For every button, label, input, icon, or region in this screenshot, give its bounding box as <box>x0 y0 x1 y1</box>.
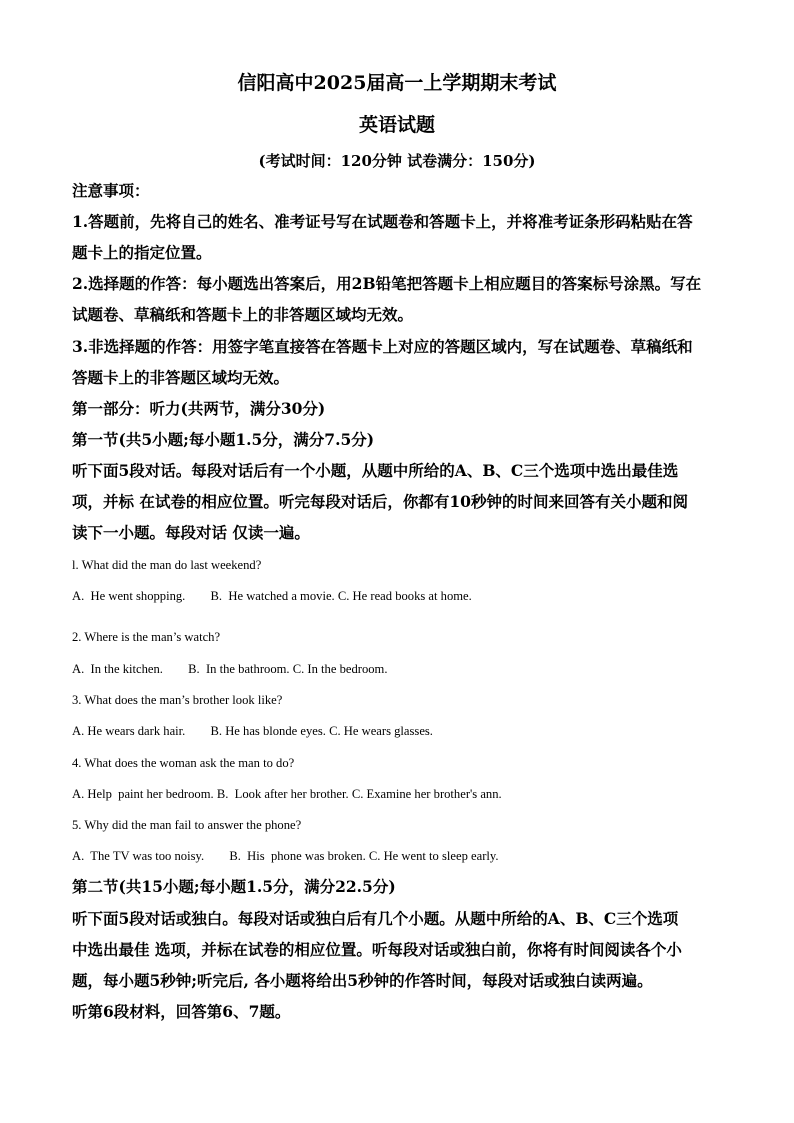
question-1-stem: l. What did the man do last weekend? <box>72 558 262 572</box>
question-4-option-a: A. Help paint her bedroom. <box>72 787 214 801</box>
question-2-options <box>72 660 388 678</box>
question-3-stem: 3. What does the man’s brother look like? <box>72 693 283 707</box>
material-6-instruction: 听第6段材料，回答第6、7题。 <box>72 1002 291 1021</box>
exam-info: (考试时间：120分钟 试卷满分：150分) <box>258 152 536 170</box>
note-2-line-1: 2.选择题的作答：每小题选出答案后，用2B铅笔把答题卡上相应题目的答案标号涂黑。写在 <box>72 274 702 293</box>
question-3-options <box>72 722 433 740</box>
question-5-option-c: C. He went to sleep early. <box>368 849 499 863</box>
section2-heading: 第二节(共15小题;每小题1.5分，满分22.5分) <box>72 877 396 896</box>
question-1-option-b: B. He watched a movie. <box>210 589 335 603</box>
question-2-stem: 2. Where is the man’s watch? <box>72 630 221 644</box>
section2-instruction-line-1: 听下面5段对话或独白。每段对话或独白后有几个小题。从题中所给的A、B、C三个选项 <box>72 909 679 928</box>
question-5-option-a: A. The TV was too noisy. <box>72 849 205 863</box>
question-2-option-a: A. In the kitchen. <box>72 662 163 676</box>
section2-instruction-line-3: 题，每小题5秒钟;听完后, 各小题将给出5秒钟的作答时间，每段对话或独白读两遍。 <box>72 971 653 990</box>
question-1-option-a: A. He went shopping. <box>72 589 186 603</box>
question-3-option-b: B. He has blonde eyes. <box>210 724 326 738</box>
question-4-stem: 4. What does the woman ask the man to do? <box>72 756 295 770</box>
question-3-option-a: A. He wears dark hair. <box>72 724 186 738</box>
section1-heading: 第一节(共5小题;每小题1.5分，满分7.5分) <box>72 430 375 449</box>
question-3-option-c: C. He wears glasses. <box>329 724 433 738</box>
question-4-option-b: B. Look after her brother. <box>216 787 349 801</box>
section1-instruction-line-1: 听下面5段对话。每段对话后有一个小题，从题中所给的A、B、C三个选项中选出最佳选 <box>72 461 679 480</box>
question-2-option-c: C. In the bedroom. <box>292 662 388 676</box>
question-4-options <box>72 785 502 803</box>
exam-title: 信阳高中2025届高一上学期期末考试 <box>237 72 557 94</box>
note-1-line-2: 题卡上的指定位置。 <box>72 243 212 262</box>
section1-instruction-line-2: 项，并标 在试卷的相应位置。听完每段对话后，你都有10秒钟的时间来回答有关小题和阅 <box>72 492 688 511</box>
question-1-option-c: C. He read books at home. <box>337 589 472 603</box>
question-5-options <box>72 847 499 865</box>
section1-instruction-line-3: 读下一小题。每段对话 仅读一遍。 <box>72 523 310 542</box>
note-1-line-1: 1.答题前，先将自己的姓名、准考证号写在试题卷和答题卡上，并将准考证条形码粘贴在答 <box>72 212 693 231</box>
question-1-options <box>72 587 472 605</box>
note-3-line-2: 答题卡上的非答题区域均无效。 <box>72 368 290 387</box>
question-2-option-b: B. In the bathroom. <box>188 662 290 676</box>
question-5-stem: 5. Why did the man fail to answer the phone? <box>72 818 302 832</box>
question-5-option-b: B. His phone was broken. <box>229 849 366 863</box>
question-4-option-c: C. Examine her brother's ann. <box>351 787 502 801</box>
part1-heading: 第一部分：听力(共两节，满分30分) <box>72 399 326 418</box>
section2-instruction-line-2: 中选出最佳 选项，并标在试卷的相应位置。听每段对话或独白前，你将有时间阅读各个小 <box>72 940 682 959</box>
note-2-line-2: 试题卷、草稿纸和答题卡上的非答题区域均无效。 <box>72 305 414 324</box>
notes-heading: 注意事项： <box>72 181 150 200</box>
note-3-line-1: 3.非选择题的作答：用签字笔直接答在答题卡上对应的答题区域内，写在试题卷、草稿纸和 <box>72 337 693 356</box>
subject-title: 英语试题 <box>358 114 435 136</box>
